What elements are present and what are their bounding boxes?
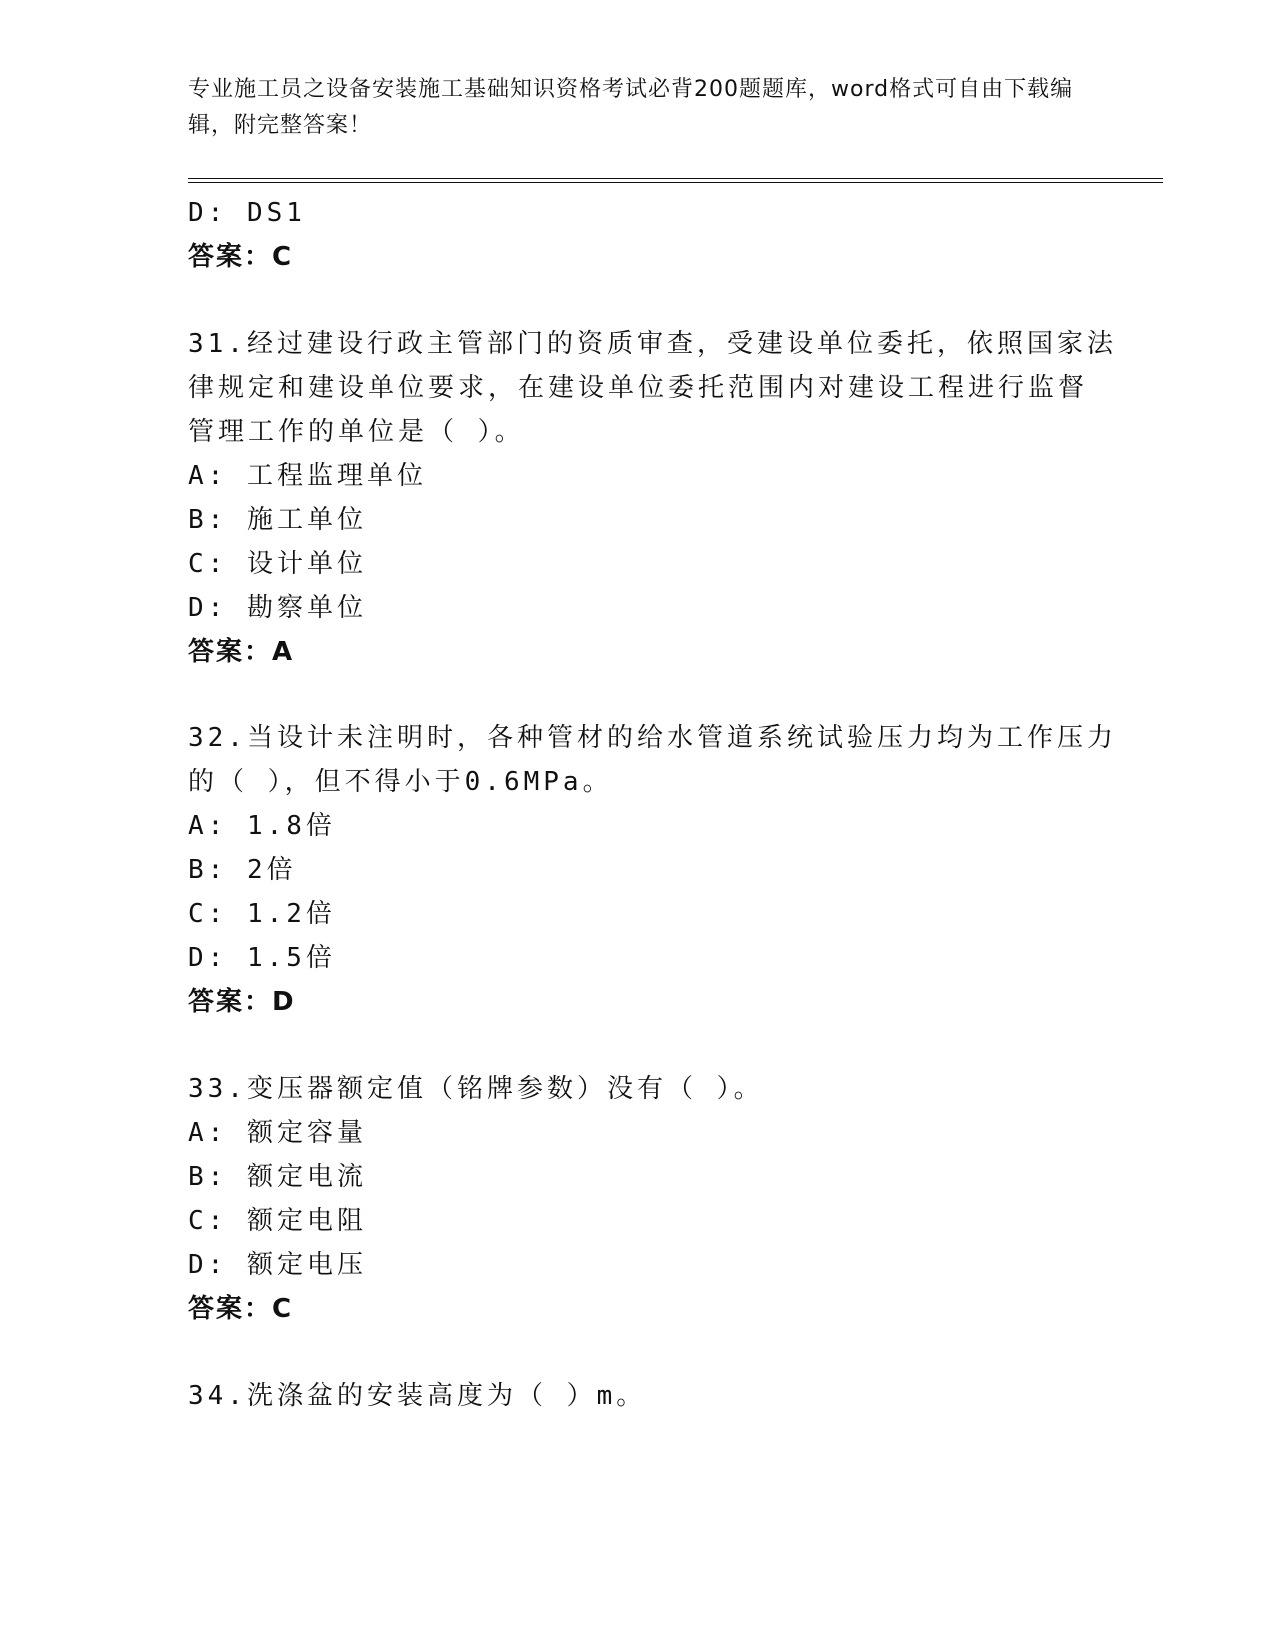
header-divider-bottom	[188, 182, 1163, 183]
answer-line: 答案：A	[188, 637, 295, 667]
answer-line: 答案：D	[188, 987, 296, 1017]
option-c: C: 额定电阻	[188, 1206, 367, 1236]
option-b: B: 施工单位	[188, 505, 367, 535]
question-32-line-2: 的（ ），但不得小于0.6MPa。	[188, 767, 613, 797]
option-d: D: DS1	[188, 198, 306, 228]
option-b: B: 2倍	[188, 855, 297, 885]
option-c: C: 1.2倍	[188, 899, 336, 929]
question-31-line-3: 管理工作的单位是（ ）。	[188, 417, 525, 447]
option-d: D: 额定电压	[188, 1250, 367, 1280]
answer-line: 答案：C	[188, 1294, 294, 1324]
option-b: B: 额定电流	[188, 1162, 367, 1192]
document-header: 专业施工员之设备安装施工基础知识资格考试必背200题题库，word格式可自由下载编辑，附完整答案！	[188, 77, 1074, 138]
option-d: D: 1.5倍	[188, 943, 336, 973]
question-34-line-1: 34.洗涤盆的安装高度为（ ）m。	[188, 1381, 647, 1411]
question-33-line-1: 33.变压器额定值（铭牌参数）没有（ ）。	[188, 1074, 764, 1104]
option-c: C: 设计单位	[188, 549, 367, 579]
header-divider-top	[188, 178, 1163, 179]
option-a: A: 额定容量	[188, 1118, 367, 1148]
option-a: A: 1.8倍	[188, 811, 336, 841]
question-31-line-1: 31.经过建设行政主管部门的资质审查，受建设单位委托，依照国家法	[188, 329, 1117, 359]
question-32-line-1: 32.当设计未注明时，各种管材的给水管道系统试验压力均为工作压力	[188, 723, 1117, 753]
option-a: A: 工程监理单位	[188, 461, 427, 491]
answer-line: 答案：C	[188, 242, 294, 272]
question-31-line-2: 律规定和建设单位要求，在建设单位委托范围内对建设工程进行监督	[188, 373, 1089, 403]
option-d: D: 勘察单位	[188, 593, 367, 623]
